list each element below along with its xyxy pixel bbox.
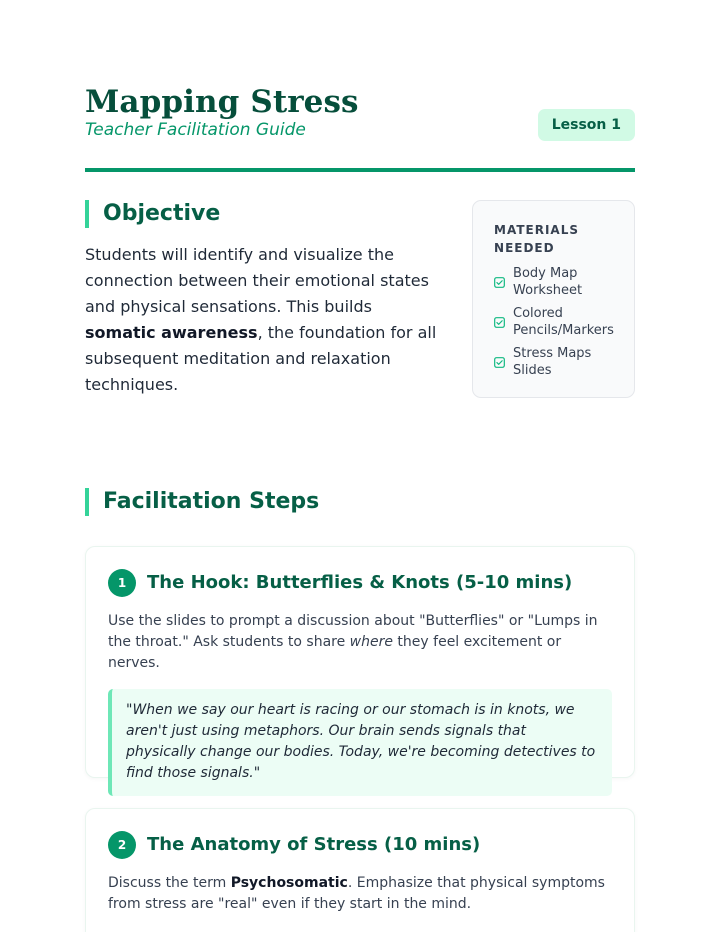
step-card-2 bbox=[85, 808, 635, 932]
materials-title: MATERIALS NEEDED bbox=[494, 223, 579, 255]
facilitation-section bbox=[85, 488, 635, 932]
objective-text-bold: somatic awareness bbox=[85, 323, 258, 342]
objective-heading: Objective bbox=[85, 200, 442, 228]
step-card-1 bbox=[85, 546, 635, 781]
objective-text bbox=[85, 242, 442, 398]
material-label: Stress Maps Slides bbox=[513, 346, 592, 378]
check-square-icon bbox=[494, 357, 505, 368]
document-title: Mapping Stress bbox=[85, 84, 359, 120]
step-body-part2: . Emphasize that physical symptoms from stress are "real" even if they start in the mind. bbox=[108, 875, 605, 912]
header-divider bbox=[85, 168, 635, 172]
step-body-part2: they feel excitement or nerves. bbox=[108, 634, 562, 671]
step-body bbox=[108, 873, 612, 915]
objective-text-part1: Students will identify and visualize the connection between their emotional states and physical sensations. This builds bbox=[85, 245, 429, 316]
materials-card bbox=[472, 200, 635, 398]
step-number-badge: 2 bbox=[108, 831, 136, 859]
objective-section bbox=[85, 200, 635, 414]
teacher-script-quote: "When we say our heart is racing or our stomach is in knots, we aren't just using metaphors. Our brain sends signals that physically change our bodies. Today, we're becoming detectives to find those signals." bbox=[108, 689, 612, 796]
step-body-bold: Psychosomatic bbox=[230, 875, 348, 891]
step-title: The Anatomy of Stress (10 mins) bbox=[147, 834, 481, 855]
step-title: The Hook: Butterflies & Knots (5-10 mins) bbox=[147, 572, 573, 593]
material-label: Body Map Worksheet bbox=[513, 266, 583, 298]
lesson-badge: Lesson 1 bbox=[538, 109, 635, 141]
check-square-icon bbox=[494, 317, 505, 328]
check-square-icon bbox=[494, 277, 505, 288]
material-item bbox=[494, 345, 618, 379]
step-number-badge: 1 bbox=[108, 569, 136, 597]
material-item bbox=[494, 305, 618, 339]
step-body bbox=[108, 611, 612, 674]
step-body-emphasis: where bbox=[349, 634, 393, 650]
document-header bbox=[85, 86, 635, 168]
step-header bbox=[108, 831, 612, 859]
step-body-part1: Discuss the term bbox=[108, 875, 231, 891]
objective-text-part2: , the foundation for all subsequent meditation and relaxation techniques. bbox=[85, 323, 437, 394]
facilitation-heading: Facilitation Steps bbox=[85, 488, 635, 516]
material-item bbox=[494, 265, 618, 299]
document-subtitle: Teacher Facilitation Guide bbox=[85, 119, 306, 140]
material-label: Colored Pencils/Markers bbox=[513, 306, 614, 338]
step-body-part1: Use the slides to prompt a discussion about "Butterflies" or "Lumps in the throat." Ask students to share bbox=[108, 613, 598, 650]
objective-column bbox=[85, 200, 442, 414]
step-header bbox=[108, 569, 612, 597]
